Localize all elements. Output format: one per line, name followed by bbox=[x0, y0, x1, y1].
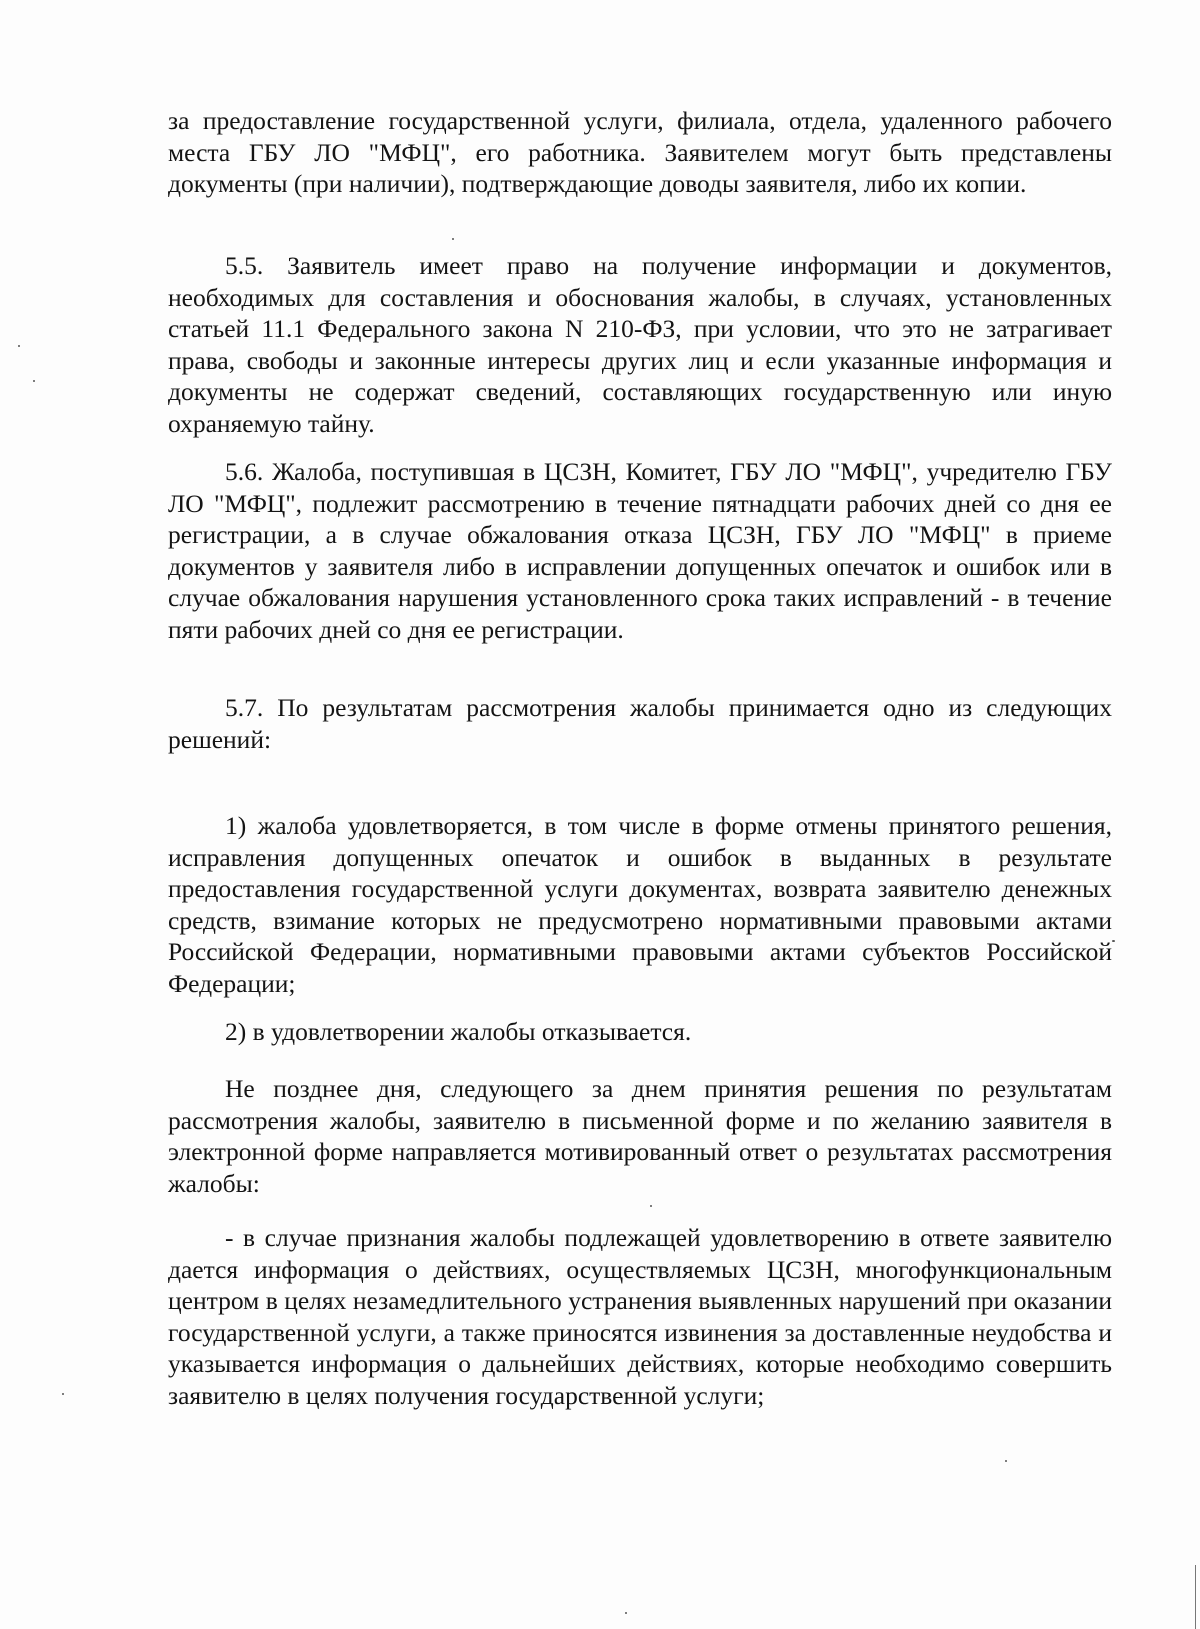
scan-speck bbox=[1005, 1460, 1007, 1462]
scan-speck bbox=[625, 1612, 627, 1614]
paragraph-5-5: 5.5. Заявитель имеет право на получение информации и документов, необходимых для составления и обоснования жалобы, в случаях, установленных статьей 11.1 Федерального закона N 210-ФЗ, при условии, что это не затрагивает права, свободы и законные интересы других лиц и если указанные информация и документы не содержат сведений, составляющих государственную или иную охраняемую тайну. bbox=[168, 251, 1112, 438]
scan-speck bbox=[452, 238, 454, 240]
list-item-1: 1) жалоба удовлетворяется, в том числе в форме отмены принятого решения, исправления допущенных опечаток и ошибок в выданных в результате предоставления государственной услуги документах, возврата заявителю денежных средств, взимание которых не предусмотрено нормативными правовыми актами Российской Федерации, нормативными правовыми актами субъектов Российской Федерации; bbox=[168, 811, 1112, 998]
scan-speck bbox=[62, 1393, 64, 1395]
scan-speck bbox=[1112, 940, 1115, 942]
paragraph-continuation: за предоставление государственной услуги, филиала, отдела, удаленного рабочего места ГБУ ЛО "МФЦ", его работника. Заявителем могут быть представлены документы (при наличии), подтверждающие доводы заявителя, либо их копии. bbox=[168, 106, 1112, 198]
paragraph-response: Не позднее дня, следующего за днем принятия решения по результатам рассмотрения жалобы, заявителю в письменной форме и по желанию заявителя в электронной форме направляется мотивированный ответ о результатах рассмотрения жалобы: bbox=[168, 1074, 1112, 1198]
paragraph-satisfied-case: - в случае признания жалобы подлежащей удовлетворению в ответе заявителю дается информация о действиях, осуществляемых ЦСЗН, многофункциональным центром в целях незамедлительного устранения выявленных нарушений при оказании государственной услуги, а также приносятся извинения за доставленные неудобства и указывается информация о дальнейших действиях, которые необходимо совершить заявителю в целях получения государственной услуги; bbox=[168, 1223, 1112, 1410]
scan-speck bbox=[650, 1205, 652, 1207]
scan-speck bbox=[33, 380, 35, 382]
scan-speck bbox=[18, 345, 20, 347]
paragraph-5-6: 5.6. Жалоба, поступившая в ЦСЗН, Комитет, ГБУ ЛО "МФЦ", учредителю ГБУ ЛО "МФЦ", подлежит рассмотрению в течение пятнадцати рабочих дней со дня ее регистрации, а в случае обжалования отказа ЦСЗН, ГБУ ЛО "МФЦ" в приеме документов у заявителя либо в исправлении допущенных опечаток и ошибок или в случае обжалования нарушения установленного срока таких исправлений - в течение пяти рабочих дней со дня ее регистрации. bbox=[168, 457, 1112, 644]
list-item-2: 2) в удовлетворении жалобы отказывается. bbox=[225, 1017, 692, 1046]
paragraph-5-7: 5.7. По результатам рассмотрения жалобы принимается одно из следующих решений: bbox=[168, 693, 1112, 754]
scan-edge-line bbox=[1195, 1565, 1196, 1629]
